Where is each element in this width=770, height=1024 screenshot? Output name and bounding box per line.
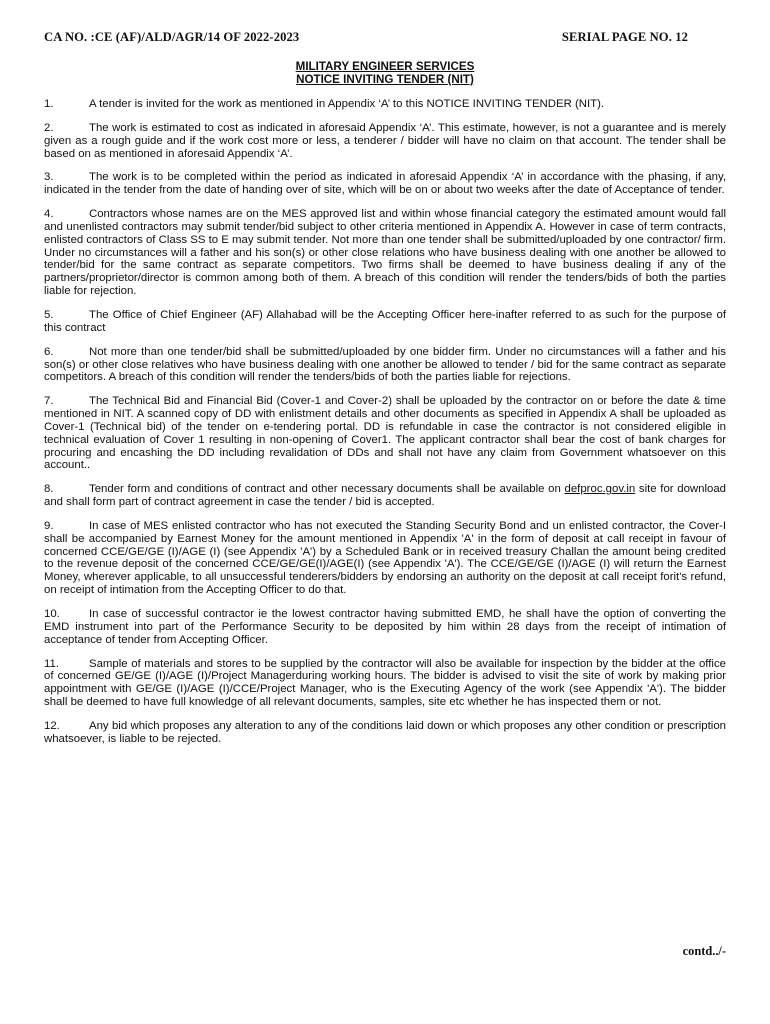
paragraph-text: The Office of Chief Engineer (AF) Allahabad will be the Accepting Officer here-inafter referred to as such for the purpose of this contract [44,308,726,334]
paragraph-3 [44,171,726,197]
paragraph-number: 10. [44,608,60,620]
serial-page-number: SERIAL PAGE NO. 12 [561,30,688,44]
paragraph-10 [44,608,726,647]
paragraph-number: 11. [44,657,59,670]
paragraph-number: 12. [44,719,60,732]
paragraph-text: The work is to be completed within the period as indicated in aforesaid Appendix ‘A’ in accordance with the phasing, if any, indicated in the tender from the date of handing over of site, which will be on or about two weeks after the date of Acceptance of tender. [44,171,726,197]
paragraph-text: In case of MES enlisted contractor who has not executed the Standing Security Bond and un enlisted contractor, the Cover-I shall be accompanied by Earnest Money for the amount mentioned in Appendix 'A' in the form of deposit at call receipt in favour of concerned CCE/GE/GE (I)/AGE (I) (see Appendix 'A') by a Scheduled Bank or in received treasury Challan the amount being credited to the revenue deposit of the concerned CCE/GE/GE(I)/AGE(I) (see Appendix 'A'). The CCE/GE/GE (I)/AGE (I) will return the Earnest Money, wherever applicable, to all unsuccessful tenderers/bidders by endorsing an authority on the deposit at call receipt forit's refund, on receipt of intimation from the Accepting Officer to do that. [44,519,726,597]
paragraph-text: In case of successful contractor ie the lowest contractor having submitted EMD, he shall have the option of converting the EMD instrument into part of the Performance Security to be deposited by him within 28 days from the receipt of intimation of acceptance of tender from Accepting Officer. [44,608,726,646]
paragraph-text: Any bid which proposes any alteration to any of the conditions laid down or which proposes any other condition or prescription whatsoever, is liable to be rejected. [44,719,726,745]
title-org: MILITARY ENGINEER SERVICES [295,60,475,73]
paragraph-9 [44,520,726,597]
paragraph-number: 1. [44,98,54,110]
paragraph-7 [44,395,726,472]
paragraph-number: 9. [44,519,54,532]
paragraph-2 [44,122,726,161]
paragraph-text-continued: site for download and shall form part of contract agreement in case the tender / bid is accepted. [44,483,727,509]
paragraph-text: Tender form and conditions of contract and other necessary documents shall be available on [89,483,565,496]
paragraph-text: The work is estimated to cost as indicated in aforesaid Appendix ‘A’. This estimate, however, is not a guarantee and is merely given as a rough guide and if the work cost more or less, a tenderer / bidder will have no claim on that account. The tender shall be based on as mentioned in aforesaid Appendix ‘A’. [44,121,726,160]
document-page [44,30,726,757]
paragraph-text: The Technical Bid and Financial Bid (Cover-1 and Cover-2) shall be uploaded by the contractor on or before the date & time mentioned in NIT. A scanned copy of DD with enlistment details and other documents as specified in Appendix A shall be uploaded as Cover-1 (Technical bid) of the tender on e-tendering portal. DD is refundable in case the contractor is not considered eligible in technical evaluation of Cover 1 resulting in non-opening of Cover1. The applicant contractor shall bear the cost of bank charges for procuring and encashing the DD including revalidation of DDs and shall not have any claim from Government whatsoever on this account.. [44,395,726,472]
document-header [44,30,726,48]
paragraph-text: Sample of materials and stores to be supplied by the contractor will also be available for inspection by the bidder at the office of concerned GE/GE (I)/AGE (I)/Project Managerduring working hours. The bidder is advised to visit the site of work by making prior appointment with GE/GE (I)/AGE (I)/CCE/Project Manager, who is the Executing Agency of the work (see Appendix 'A'). The bidder shall be deemed to have full knowledge of all relevant documents, samples, site etc whether he has inspected them or not. [44,657,726,709]
paragraph-number: 6. [44,345,54,358]
paragraph-number: 5. [44,308,54,321]
paragraph-11 [44,658,726,709]
paragraph-1 [44,98,726,111]
paragraph-8 [44,483,726,509]
paragraph-number: 8. [44,483,54,496]
paragraph-text: Contractors whose names are on the MES approved list and within whose financial category the estimated amount would fall and unenlisted contractors may submit tender/bid subject to other criteria mentioned in Appendix A. However in case of term contracts, enlisted contractors of Class SS to E may submit tender. Not more than one tender shall be submitted/uploaded by one contractor/ firm. Under no circumstances will a father and his son(s) or other close relations who have business dealing with one another be allowed to tender/bid for the same contract as separate competitors. Two firms shall be deemed to have business dealing if any of the partners/proprietor/director is common among both of them. A breach of this condition will render the tenders/bids of both the parties liable for rejection. [44,208,726,298]
paragraph-4 [44,208,726,298]
paragraph-number: 3. [44,171,54,184]
paragraph-number: 7. [44,395,54,408]
document-titles [44,60,726,86]
paragraph-6 [44,346,726,385]
paragraph-list [44,98,726,746]
paragraph-text: A tender is invited for the work as mentioned in Appendix ‘A’ to this NOTICE INVITING TENDER (NIT). [89,98,605,110]
paragraph-number: 2. [44,121,54,134]
paragraph-12 [44,720,726,746]
ca-number: CA NO. :CE (AF)/ALD/AGR/14 OF 2022-2023 [44,30,300,44]
continued-marker: contd../- [682,944,726,958]
paragraph-number: 4. [44,208,54,221]
paragraph-text: Not more than one tender/bid shall be submitted/uploaded by one bidder firm. Under no circumstances will a father and his son(s) or other close relatives who have business dealing with one another be allowed to tender / bid for the same contract as separate competitors. A breach of this condition will render the tenders/bids of both the parties liable for rejections. [44,345,726,384]
title-nit: NOTICE INVITING TENDER (NIT) [296,73,474,86]
paragraph-5 [44,309,726,335]
defproc-link[interactable]: defproc.gov.in [564,483,636,496]
